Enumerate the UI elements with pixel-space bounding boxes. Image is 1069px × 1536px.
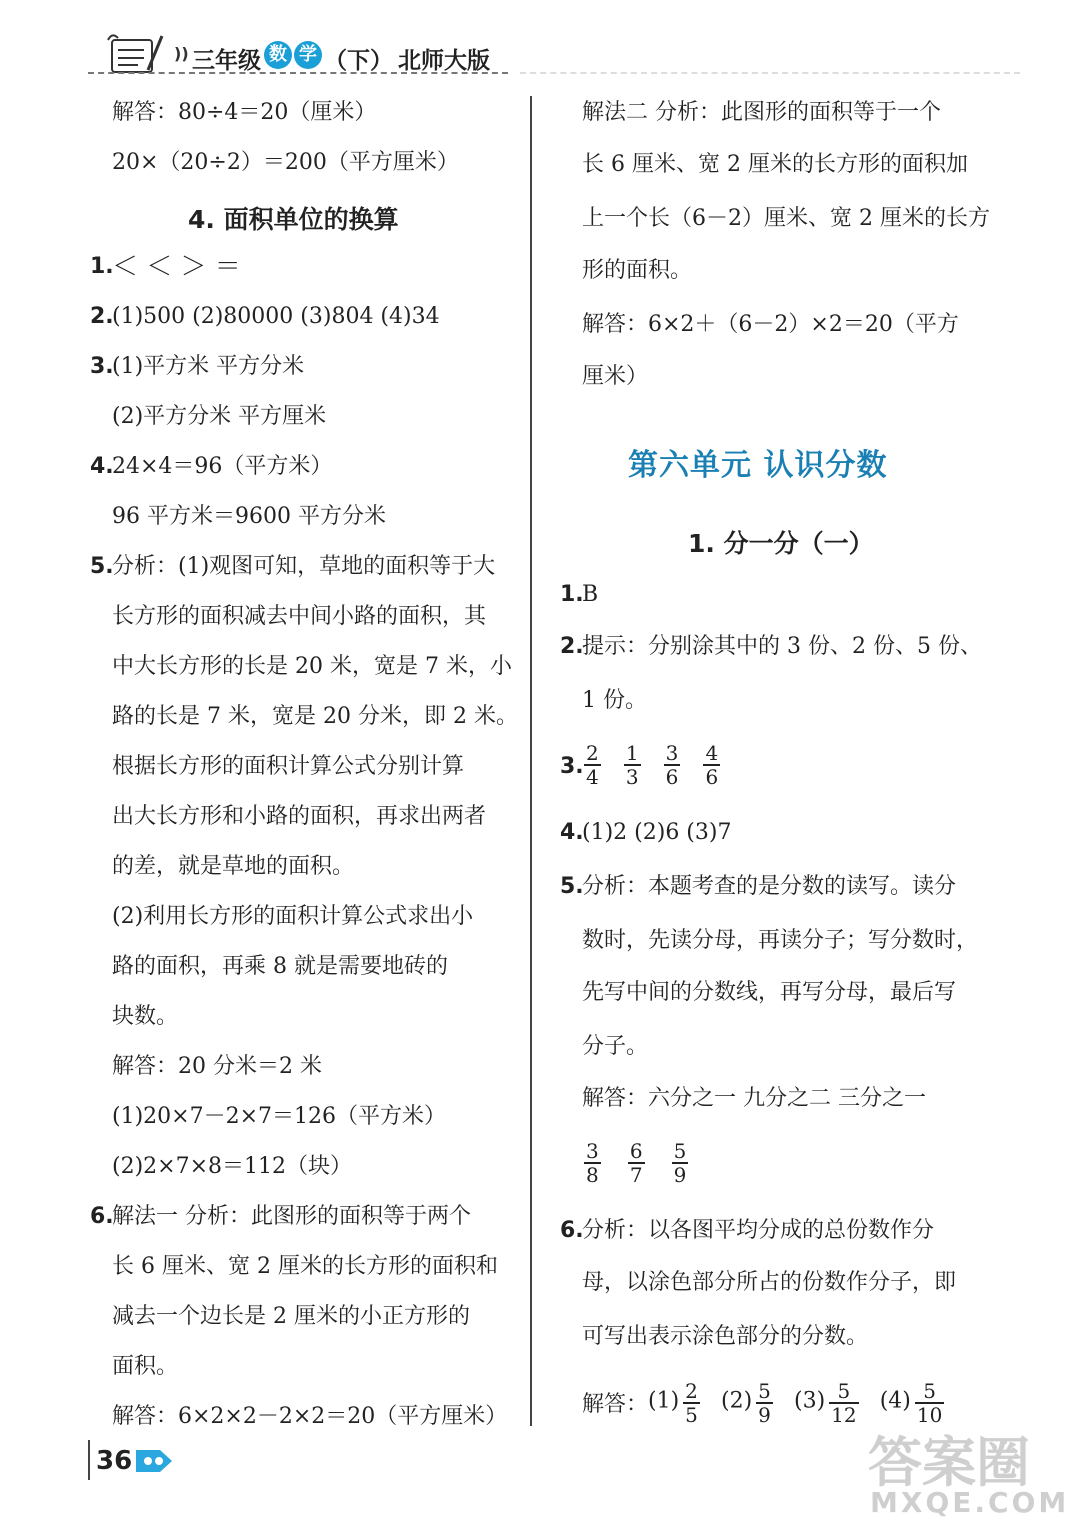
fraction bbox=[584, 1140, 601, 1186]
answer-line: 解答：六分之一 九分之二 三分之一 bbox=[582, 1086, 926, 1111]
part-label: (3) bbox=[794, 1388, 826, 1414]
numerator: 5 bbox=[829, 1380, 858, 1404]
answer-line: 解答：6×2＋（6－2）×2＝20（平方 bbox=[582, 312, 959, 337]
part-label: (1) bbox=[648, 1388, 680, 1414]
page-badge-icon bbox=[134, 1446, 174, 1476]
question-number: 4. bbox=[90, 454, 114, 479]
header-rule bbox=[88, 72, 508, 74]
analysis-line: 先写中间的分数线，再写分母，最后写 bbox=[582, 980, 957, 1005]
answer-line: 96 平方米＝9600 平方分米 bbox=[112, 504, 386, 529]
answer-line: B bbox=[582, 582, 599, 607]
answer-line: (1)平方米 平方分米 bbox=[112, 354, 305, 379]
analysis-line: 上一个长（6－2）厘米、宽 2 厘米的长方 bbox=[582, 206, 990, 231]
numerator: 4 bbox=[705, 741, 719, 765]
header-grade: 三年级 bbox=[192, 48, 261, 74]
numerator: 6 bbox=[629, 1139, 643, 1163]
column-divider bbox=[530, 96, 532, 1426]
denominator: 5 bbox=[685, 1403, 698, 1427]
analysis-line: 1 份。 bbox=[582, 688, 647, 713]
analysis-line: 路的长是 7 米，宽是 20 分米，即 2 米。 bbox=[112, 704, 518, 729]
fraction bbox=[703, 742, 720, 788]
question-number: 6. bbox=[560, 1218, 584, 1243]
analysis-line: 中大长方形的长是 20 米，宽是 7 米，小 bbox=[112, 654, 512, 679]
header-rule-right bbox=[520, 72, 1020, 74]
question-number: 6. bbox=[90, 1204, 114, 1229]
analysis-line: 分析：以各图平均分成的总份数作分 bbox=[582, 1218, 935, 1243]
denominator: 4 bbox=[586, 765, 599, 789]
analysis-line: (2)利用长方形的面积计算公式求出小 bbox=[112, 904, 474, 929]
numerator: 2 bbox=[586, 741, 599, 765]
analysis-line: 形的面积。 bbox=[582, 258, 693, 283]
notebook-pencil-icon bbox=[104, 30, 166, 76]
question-number: 5. bbox=[560, 874, 584, 899]
denominator: 6 bbox=[665, 765, 679, 789]
answer-line: 20×（20÷2）＝200（平方厘米） bbox=[112, 150, 459, 175]
fraction-group-q5 bbox=[580, 1140, 692, 1186]
denominator: 9 bbox=[673, 1163, 687, 1187]
numerator: 5 bbox=[673, 1139, 687, 1163]
question-number: 3. bbox=[560, 754, 584, 779]
question-number: 5. bbox=[90, 554, 114, 579]
analysis-line: 面积。 bbox=[112, 1354, 179, 1379]
answer-line: 解答：6×2×2－2×2＝20（平方厘米） bbox=[112, 1404, 508, 1429]
analysis-line: 分析：(1)观图可知，草地的面积等于大 bbox=[112, 554, 496, 579]
section-title: 4. 面积单位的换算 bbox=[188, 205, 399, 234]
part-label: (2) bbox=[721, 1388, 753, 1414]
analysis-line: 的差，就是草地的面积。 bbox=[112, 854, 355, 879]
numerator: 5 bbox=[758, 1379, 771, 1403]
answer-line: 解答：20 分米＝2 米 bbox=[112, 1054, 322, 1079]
answer-line: (2)2×7×8＝112（块） bbox=[112, 1154, 353, 1179]
analysis-line: 分子。 bbox=[582, 1034, 649, 1059]
page-number: 36 bbox=[96, 1446, 133, 1476]
analysis-line: 母，以涂色部分所占的份数作分子，即 bbox=[582, 1270, 957, 1295]
denominator: 7 bbox=[629, 1163, 643, 1187]
analysis-line: 提示：分别涂其中的 3 份、2 份、5 份、 bbox=[582, 634, 982, 659]
analysis-line: 块数。 bbox=[112, 1004, 179, 1029]
header-subject-char-1: 数 bbox=[264, 41, 292, 69]
numerator: 3 bbox=[586, 1139, 599, 1163]
fraction bbox=[672, 1140, 689, 1186]
denominator: 12 bbox=[831, 1403, 857, 1427]
question-number: 4. bbox=[560, 820, 584, 845]
analysis-line: 数时，先读分母，再读分子；写分数时， bbox=[582, 928, 979, 953]
analysis-line: 路的面积，再乘 8 就是需要地砖的 bbox=[112, 954, 448, 979]
header-subject bbox=[264, 41, 322, 69]
answer-line: (1)2 (2)6 (3)7 bbox=[582, 820, 732, 845]
answer-line: (1)500 (2)80000 (3)804 (4)34 bbox=[112, 304, 440, 329]
answer-line: (1)20×7－2×7＝126（平方米） bbox=[112, 1104, 447, 1129]
denominator: 6 bbox=[705, 765, 719, 789]
numerator: 2 bbox=[685, 1379, 698, 1403]
denominator: 8 bbox=[586, 1163, 599, 1187]
analysis-line: 可写出表示涂色部分的分数。 bbox=[582, 1324, 869, 1349]
fraction bbox=[628, 1140, 645, 1186]
analysis-line: 解法二 分析：此图形的面积等于一个 bbox=[582, 100, 941, 125]
answer-line: 厘米） bbox=[582, 364, 649, 389]
analysis-line: 减去一个边长是 2 厘米的小正方形的 bbox=[112, 1304, 470, 1329]
analysis-line: 出大长方形和小路的面积，再求出两者 bbox=[112, 804, 487, 829]
numerator: 3 bbox=[665, 741, 679, 765]
numerator: 1 bbox=[625, 741, 639, 765]
header-subject-char-2: 学 bbox=[294, 41, 322, 69]
fraction bbox=[664, 742, 681, 788]
question-number: 2. bbox=[560, 634, 584, 659]
header-term: （下） bbox=[324, 48, 393, 74]
answer-line: 24×4＝96（平方米） bbox=[112, 454, 333, 479]
analysis-line: 分析：本题考查的是分数的读写。读分 bbox=[582, 874, 957, 899]
footer-rule bbox=[88, 1440, 90, 1480]
fraction bbox=[829, 1380, 858, 1426]
numerator: 5 bbox=[915, 1380, 944, 1404]
section-title: 1. 分一分（一） bbox=[688, 529, 874, 558]
denominator: 9 bbox=[758, 1403, 771, 1427]
question-number: 3. bbox=[90, 354, 114, 379]
fraction-group-q3 bbox=[580, 742, 724, 788]
question-number: 1. bbox=[560, 582, 584, 607]
answer-line: (2)平方分米 平方厘米 bbox=[112, 404, 327, 429]
watermark-url: MXQE.COM bbox=[870, 1486, 1069, 1519]
question-number: 1. bbox=[90, 254, 114, 279]
answer-line: 解答：80÷4＝20（厘米） bbox=[112, 100, 377, 125]
unit-title: 第六单元 认识分数 bbox=[628, 448, 888, 483]
fraction bbox=[584, 742, 601, 788]
answer-line: ＜ ＜ ＞ ＝ bbox=[112, 252, 241, 282]
denominator: 3 bbox=[625, 765, 639, 789]
watermark-text: 答案圈 bbox=[868, 1431, 1030, 1494]
analysis-line: 根据长方形的面积计算公式分别计算 bbox=[112, 754, 465, 779]
question-number: 2. bbox=[90, 304, 114, 329]
fraction bbox=[624, 742, 641, 788]
fraction bbox=[756, 1380, 773, 1426]
header-edition: 北师大版 bbox=[398, 48, 490, 74]
analysis-line: 解法一 分析：此图形的面积等于两个 bbox=[112, 1204, 471, 1229]
denominator: 10 bbox=[916, 1403, 943, 1427]
fraction bbox=[683, 1380, 700, 1426]
header-sound-mark: )) bbox=[174, 44, 189, 63]
answer-label: 解答： bbox=[582, 1392, 649, 1417]
analysis-line: 长 6 厘米、宽 2 厘米的长方形的面积加 bbox=[582, 152, 968, 177]
part-label: (4) bbox=[879, 1388, 911, 1414]
analysis-line: 长方形的面积减去中间小路的面积，其 bbox=[112, 604, 487, 629]
analysis-line: 长 6 厘米、宽 2 厘米的长方形的面积和 bbox=[112, 1254, 498, 1279]
